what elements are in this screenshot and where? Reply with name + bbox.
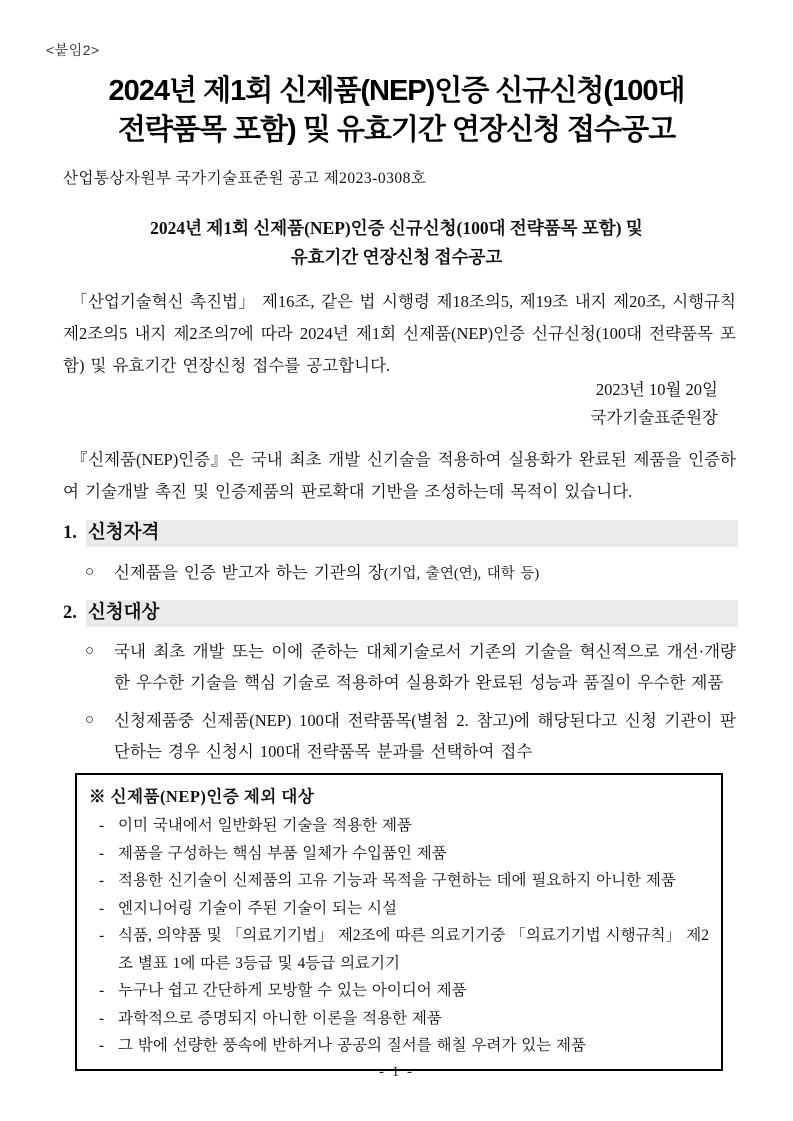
dash-bullet-icon: - [99, 1037, 105, 1054]
exclusion-item [89, 867, 709, 895]
section-2-bullets [85, 636, 736, 774]
exclusion-item-text: 과학적으로 증명되지 아니한 이론을 적용한 제품 [118, 1009, 442, 1027]
exclusion-item [89, 840, 709, 868]
announcement-date: 2023년 10월 20일 [595, 380, 718, 399]
document-subtitle-line1: 2024년 제1회 신제품(NEP)인증 신규신청(100대 전략품목 포함) 및 [150, 218, 643, 238]
circle-bullet-icon: ○ [85, 564, 95, 580]
list-item [85, 636, 736, 698]
date-signature-block [590, 376, 718, 432]
bullet-text: 국내 최초 개발 또는 이에 준하는 대체기술로서 기존의 기술을 혁신적으로 개선·개량한 우수한 기술을 핵심 기술로 적용하여 실용화가 완료된 성능과 품질이 우수한 제품 [114, 642, 736, 692]
main-title-line2: 전략품목 포함) 및 유효기간 연장신청 접수공고 [117, 114, 676, 146]
document-subtitle-line2: 유효기간 연장신청 접수공고 [290, 247, 503, 267]
bullet-main-text: 신제품을 인증 받고자 하는 기관의 장 [114, 563, 384, 582]
exclusion-item-text: 식품, 의약품 및 「의료기기법」 제2조에 따른 의료기기중 「의료기기법 시행규칙」 제2조 별표 1에 따른 3등급 및 4등급 의료기기 [118, 927, 709, 972]
announcement-number: 산업통상자원부 국가기술표준원 공고 제2023-0308호 [63, 170, 427, 187]
main-title [0, 72, 793, 150]
page-number: - 1 - [379, 1064, 414, 1080]
exclusion-box [75, 773, 723, 1071]
dash-bullet-icon: - [99, 844, 105, 862]
exclusion-item [89, 922, 709, 977]
dash-bullet-icon: - [99, 927, 105, 944]
bullet-note: (기업, 출연(연), 대학 등) [383, 566, 540, 582]
list-item [85, 705, 736, 767]
dash-bullet-icon: - [99, 1009, 105, 1027]
exclusion-item [89, 977, 709, 1005]
section-2-title: 신청대상 [86, 600, 738, 627]
exclusion-item-text: 제품을 구성하는 핵심 부품 일체가 수입품인 제품 [118, 844, 447, 862]
section-1-bullets [85, 557, 736, 597]
exclusion-item-text: 적용한 신기술이 신제품의 고유 기능과 목적을 구현하는 데에 필요하지 아니한 제품 [118, 872, 676, 889]
list-item [85, 557, 736, 590]
dash-bullet-icon: - [99, 817, 105, 834]
dash-bullet-icon: - [99, 982, 105, 999]
signer-title: 국가기술표준원장 [590, 408, 718, 427]
circle-bullet-icon: ○ [85, 643, 95, 659]
section-1-number: 1. [63, 520, 86, 547]
exclusion-item-text: 엔지니어링 기술이 주된 기술이 되는 시설 [118, 899, 397, 917]
exclusion-item [89, 1005, 709, 1033]
legal-basis-paragraph: 「산업기술혁신 촉진법」 제16조, 같은 법 시행령 제18조의5, 제19조 내지 제20조, 시행규칙 제2조의5 내지 제2조의7에 따라 2024년 제1회 신제품(NEP)인증 신규신청(100대 전략품목 포함) 및 유효기간 연장신청 접수를 공고합니다. [63, 292, 736, 375]
exclusion-item-text: 이미 국내에서 일반화된 기술을 적용한 제품 [118, 817, 412, 834]
section-1-heading [63, 520, 738, 547]
exclusion-item [89, 812, 709, 840]
exclusion-item-list [89, 812, 709, 1060]
exclusion-item [89, 1032, 709, 1060]
purpose-paragraph: 『신제품(NEP)인증』은 국내 최초 개발 신기술을 적용하여 실용화가 완료된 제품을 인증하여 기술개발 촉진 및 인증제품의 판로확대 기반을 조성하는데 목적이 있습니다. [63, 450, 736, 501]
dash-bullet-icon: - [99, 899, 105, 917]
circle-bullet-icon: ○ [85, 712, 95, 728]
attachment-label: <붙임2> [46, 42, 100, 58]
exclusion-item-text: 누구나 쉽고 간단하게 모방할 수 있는 아이디어 제품 [118, 982, 467, 999]
exclusion-item-text: 그 밖에 선량한 풍속에 반하거나 공공의 질서를 해칠 우려가 있는 제품 [118, 1037, 586, 1054]
main-title-line1: 2024년 제1회 신제품(NEP)인증 신규신청(100대 [108, 75, 685, 107]
exclusion-item [89, 895, 709, 923]
bullet-text [114, 557, 736, 590]
section-2-number: 2. [63, 600, 86, 627]
document-subtitle [0, 214, 793, 272]
exclusion-box-title: ※ 신제품(NEP)인증 제외 대상 [89, 787, 315, 806]
section-1-title: 신청자격 [86, 520, 738, 547]
bullet-text: 신청제품중 신제품(NEP) 100대 전략품목(별첨 2. 참고)에 해당된다고 신청 기관이 판단하는 경우 신청시 100대 전략품목 분과를 선택하여 접수 [114, 711, 736, 761]
section-2-heading [63, 600, 738, 627]
dash-bullet-icon: - [99, 872, 105, 889]
